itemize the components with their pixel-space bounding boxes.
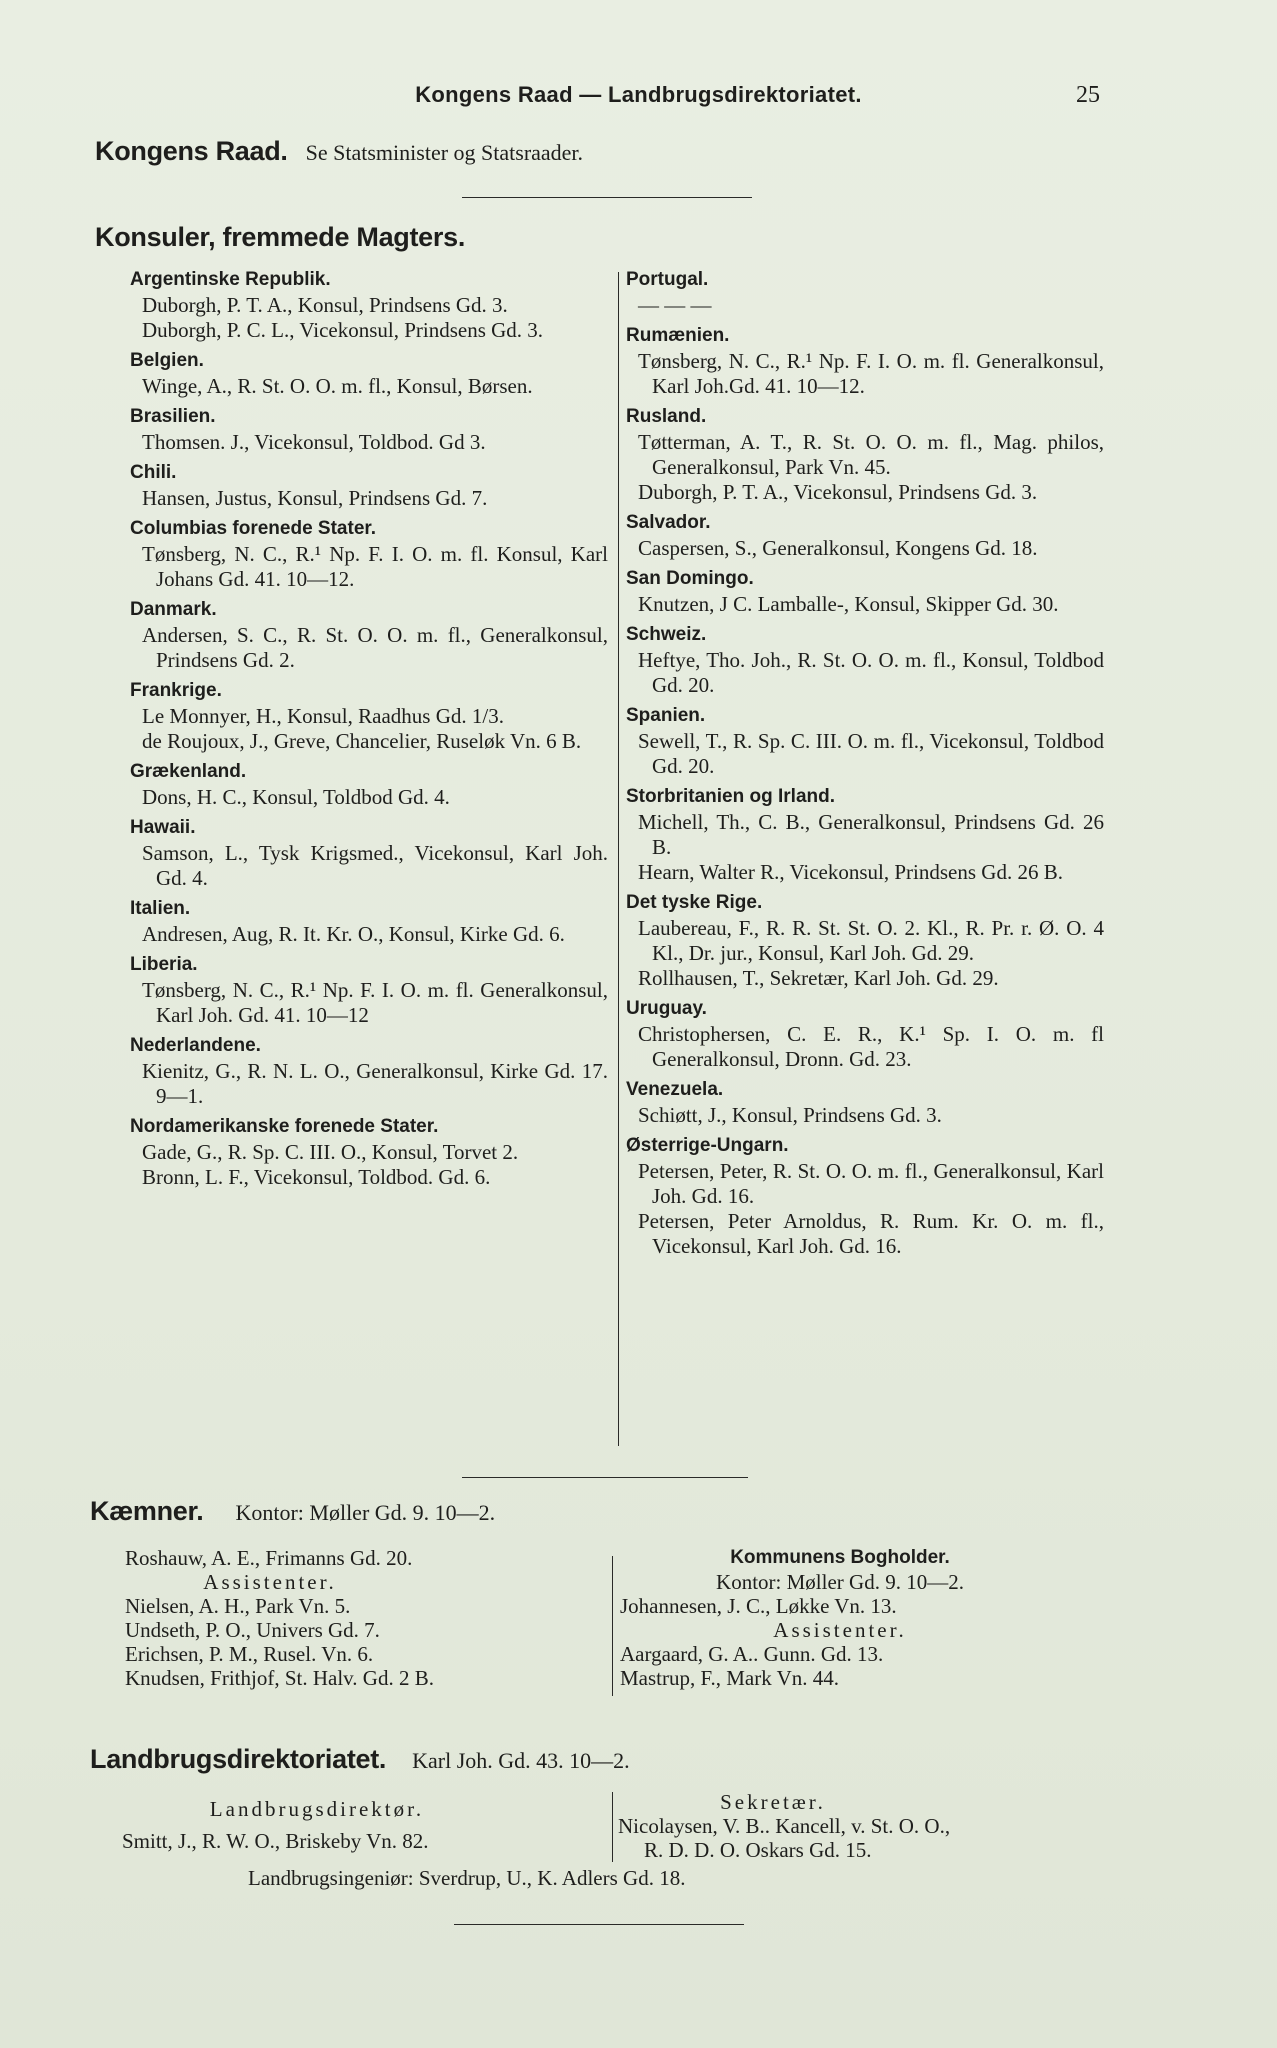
country-heading: Østerrige-Ungarn. bbox=[626, 1135, 789, 1156]
consul-line: Tønsberg, N. C., R.¹ Np. F. I. O. m. fl. Konsul, Karl Johans Gd. 41. 10—12. bbox=[142, 542, 608, 591]
country-heading: Hawaii. bbox=[130, 817, 196, 838]
consul-line: — — — bbox=[638, 293, 712, 317]
kaemner-section bbox=[90, 1496, 495, 1527]
running-header: Kongens Raad — Landbrugsdirektoriatet. bbox=[415, 82, 862, 107]
list-item: Nielsen, A. H., Park Vn. 5. bbox=[125, 1594, 351, 1618]
divider bbox=[462, 1477, 748, 1478]
consul-line: Bronn, L. F., Vicekonsul, Toldbod. Gd. 6. bbox=[142, 1165, 491, 1189]
consul-entry bbox=[626, 783, 1104, 885]
consul-line: Thomsen. J., Vicekonsul, Toldbod. Gd 3. bbox=[142, 430, 486, 454]
consul-entry bbox=[130, 951, 608, 1028]
consul-line: Gade, G., R. Sp. C. III. O., Konsul, Torvet 2. bbox=[142, 1140, 519, 1164]
bogholder-assistants-label: Assistenter. bbox=[773, 1618, 907, 1642]
landbrug-engineer: Landbrugsingeniør: Sverdrup, U., K. Adlers Gd. 18. bbox=[248, 1866, 686, 1890]
consul-line: Schiøtt, J., Konsul, Prindsens Gd. 3. bbox=[638, 1103, 942, 1127]
divider bbox=[462, 197, 752, 198]
landbrug-director-name: Smitt, J., R. W. O., Briskeby Vn. 82. bbox=[122, 1829, 429, 1853]
consul-entry bbox=[130, 347, 608, 399]
consul-entry bbox=[626, 509, 1104, 561]
country-heading: Schweiz. bbox=[626, 624, 707, 645]
konsuler-right-column bbox=[626, 262, 1104, 1259]
consul-line: Andersen, S. C., R. St. O. O. m. fl., Generalkonsul, Prindsens Gd. 2. bbox=[142, 623, 608, 672]
consul-entry bbox=[130, 266, 608, 343]
country-heading: Det tyske Rige. bbox=[626, 892, 763, 913]
country-heading: Brasilien. bbox=[130, 406, 216, 427]
country-heading: San Domingo. bbox=[626, 568, 754, 589]
divider bbox=[454, 1924, 744, 1925]
consul-entry bbox=[626, 621, 1104, 698]
kongens-raad-title: Kongens Raad. bbox=[95, 136, 288, 166]
country-heading: Frankrige. bbox=[130, 680, 222, 701]
consul-line: Knutzen, J C. Lamballe-, Konsul, Skipper Gd. 30. bbox=[638, 592, 1059, 616]
consul-entry bbox=[626, 322, 1104, 399]
consul-line: Tønsberg, N. C., R.¹ Np. F. I. O. m. fl. Generalkonsul, Karl Joh. Gd. 41. 10—12 bbox=[142, 978, 608, 1027]
consul-line: Heftye, Tho. Joh., R. St. O. O. m. fl., Konsul, Toldbod Gd. 20. bbox=[638, 648, 1104, 697]
consul-entry bbox=[130, 459, 608, 511]
consul-entry bbox=[130, 596, 608, 673]
country-heading: Nordamerikanske forenede Stater. bbox=[130, 1116, 439, 1137]
consul-entry bbox=[130, 515, 608, 592]
consul-line: Tønsberg, N. C., R.¹ Np. F. I. O. m. fl. Generalkonsul, Karl Joh.Gd. 41. 10—12. bbox=[638, 349, 1104, 398]
consul-entry bbox=[626, 1076, 1104, 1128]
country-heading: Rumænien. bbox=[626, 325, 730, 346]
country-heading: Rusland. bbox=[626, 406, 707, 427]
consul-line: Petersen, Peter Arnoldus, R. Rum. Kr. O. m. fl., Vicekonsul, Karl Joh. Gd. 16. bbox=[638, 1209, 1104, 1258]
consul-line: Petersen, Peter, R. St. O. O. m. fl., Generalkonsul, Karl Joh. Gd. 16. bbox=[638, 1159, 1104, 1208]
consul-line: Rollhausen, T., Sekretær, Karl Joh. Gd. 29. bbox=[638, 966, 999, 990]
consul-line: Kienitz, G., R. N. L. O., Generalkonsul, Kirke Gd. 17. 9—1. bbox=[142, 1059, 608, 1108]
kaemner-left bbox=[125, 1546, 605, 1690]
country-heading: Nederlandene. bbox=[130, 1035, 261, 1056]
landbrug-title: Landbrugsdirektoriatet. bbox=[90, 1744, 387, 1774]
country-heading: Belgien. bbox=[130, 350, 204, 371]
landbrug-left bbox=[122, 1797, 602, 1853]
bogholder-office: Kontor: Møller Gd. 9. 10—2. bbox=[716, 1570, 964, 1594]
bogholder-assistants bbox=[620, 1642, 1100, 1690]
country-heading: Portugal. bbox=[626, 269, 709, 290]
consul-entry bbox=[626, 266, 1104, 318]
column-rule bbox=[618, 272, 619, 1446]
konsuler-title: Konsuler, fremmede Magters. bbox=[95, 222, 466, 252]
consul-line: Duborgh, P. T. A., Vicekonsul, Prindsens Gd. 3. bbox=[638, 480, 1038, 504]
country-heading: Chili. bbox=[130, 462, 177, 483]
country-heading: Italien. bbox=[130, 898, 191, 919]
consul-entry bbox=[130, 758, 608, 810]
consul-entry bbox=[130, 895, 608, 947]
consul-entry bbox=[626, 889, 1104, 991]
country-heading: Grækenland. bbox=[130, 761, 247, 782]
consul-line: Hansen, Justus, Konsul, Prindsens Gd. 7. bbox=[142, 486, 488, 510]
landbrug-section bbox=[90, 1744, 630, 1775]
consul-entry bbox=[626, 995, 1104, 1072]
consul-line: Tøtterman, A. T., R. St. O. O. m. fl., Mag. philos, Generalkonsul, Park Vn. 45. bbox=[638, 430, 1104, 479]
list-item: Knudsen, Frithjof, St. Halv. Gd. 2 B. bbox=[125, 1666, 434, 1690]
landbrug-right bbox=[618, 1790, 1108, 1862]
bogholder-heading: Kommunens Bogholder. bbox=[730, 1547, 950, 1568]
consul-line: Andresen, Aug, R. It. Kr. O., Konsul, Kirke Gd. 6. bbox=[142, 922, 565, 946]
konsuler-left-column bbox=[130, 262, 608, 1190]
consul-entry bbox=[626, 403, 1104, 505]
kaemner-assistants-label: Assistenter. bbox=[203, 1570, 337, 1594]
list-item: Undseth, P. O., Univers Gd. 7. bbox=[125, 1618, 380, 1642]
country-heading: Liberia. bbox=[130, 954, 198, 975]
consul-line: Duborgh, P. T. A., Konsul, Prindsens Gd. 3. bbox=[142, 293, 508, 317]
landbrug-address: Karl Joh. Gd. 43. 10—2. bbox=[412, 1748, 630, 1773]
list-item: Mastrup, F., Mark Vn. 44. bbox=[620, 1666, 840, 1690]
landbrug-secretary-line2: R. D. D. O. Oskars Gd. 15. bbox=[644, 1838, 872, 1862]
country-heading: Columbias forenede Stater. bbox=[130, 518, 377, 539]
consul-line: de Roujoux, J., Greve, Chancelier, Ruseløk Vn. 6 B. bbox=[142, 729, 582, 753]
country-heading: Danmark. bbox=[130, 599, 217, 620]
kongens-raad-section bbox=[95, 136, 583, 167]
consul-line: Caspersen, S., Generalkonsul, Kongens Gd. 18. bbox=[638, 536, 1038, 560]
kaemner-main: Roshauw, A. E., Frimanns Gd. 20. bbox=[125, 1546, 413, 1570]
column-rule bbox=[612, 1792, 613, 1862]
country-heading: Uruguay. bbox=[626, 998, 707, 1019]
consul-entry bbox=[626, 565, 1104, 617]
kaemner-office: Kontor: Møller Gd. 9. 10—2. bbox=[235, 1500, 496, 1525]
consul-line: Michell, Th., C. B., Generalkonsul, Prindsens Gd. 26 B. bbox=[638, 810, 1104, 859]
consul-entry bbox=[130, 403, 608, 455]
landbrug-secretary-label: Sekretær. bbox=[720, 1790, 826, 1814]
country-heading: Spanien. bbox=[626, 705, 706, 726]
consul-entry bbox=[130, 814, 608, 891]
column-rule bbox=[612, 1556, 613, 1696]
consul-entry bbox=[130, 677, 608, 754]
list-item: Erichsen, P. M., Rusel. Vn. 6. bbox=[125, 1642, 374, 1666]
consul-line: Hearn, Walter R., Vicekonsul, Prindsens Gd. 26 B. bbox=[638, 860, 1063, 884]
kaemner-title: Kæmner. bbox=[90, 1496, 204, 1526]
landbrug-director-label: Landbrugsdirektør. bbox=[209, 1797, 425, 1821]
country-heading: Argentinske Republik. bbox=[130, 269, 331, 290]
consul-entry bbox=[130, 1113, 608, 1190]
page-number: 25 bbox=[1076, 82, 1100, 108]
consul-line: Duborgh, P. C. L., Vicekonsul, Prindsens Gd. 3. bbox=[142, 318, 544, 342]
consul-line: Christophersen, C. E. R., K.¹ Sp. I. O. m. fl Generalkonsul, Dronn. Gd. 23. bbox=[638, 1022, 1104, 1071]
consul-line: Laubereau, F., R. R. St. St. O. 2. Kl., R. Pr. r. Ø. O. 4 Kl., Dr. jur., Konsul, Karl Joh. Gd. 29. bbox=[638, 916, 1104, 965]
country-heading: Venezuela. bbox=[626, 1079, 724, 1100]
country-heading: Storbritanien og Irland. bbox=[626, 786, 836, 807]
consul-entry bbox=[130, 1032, 608, 1109]
consul-line: Le Monnyer, H., Konsul, Raadhus Gd. 1/3. bbox=[142, 704, 504, 728]
kongens-raad-note: Se Statsminister og Statsraader. bbox=[305, 140, 584, 165]
consul-line: Winge, A., R. St. O. O. m. fl., Konsul, Børsen. bbox=[142, 374, 533, 398]
consul-entry bbox=[626, 1132, 1104, 1259]
country-heading: Salvador. bbox=[626, 512, 711, 533]
bogholder-main: Johannesen, J. C., Løkke Vn. 13. bbox=[620, 1594, 897, 1618]
consul-entry bbox=[626, 702, 1104, 779]
landbrug-secretary-line1: Nicolaysen, V. B.. Kancell, v. St. O. O., bbox=[618, 1814, 951, 1838]
list-item: Aargaard, G. A.. Gunn. Gd. 13. bbox=[620, 1642, 884, 1666]
kaemner-assistants bbox=[125, 1594, 605, 1690]
bogholder-block bbox=[620, 1546, 1100, 1690]
consul-line: Samson, L., Tysk Krigsmed., Vicekonsul, Karl Joh. Gd. 4. bbox=[142, 841, 608, 890]
consul-line: Sewell, T., R. Sp. C. III. O. m. fl., Vicekonsul, Toldbod Gd. 20. bbox=[638, 729, 1104, 778]
consul-line: Dons, H. C., Konsul, Toldbod Gd. 4. bbox=[142, 785, 450, 809]
